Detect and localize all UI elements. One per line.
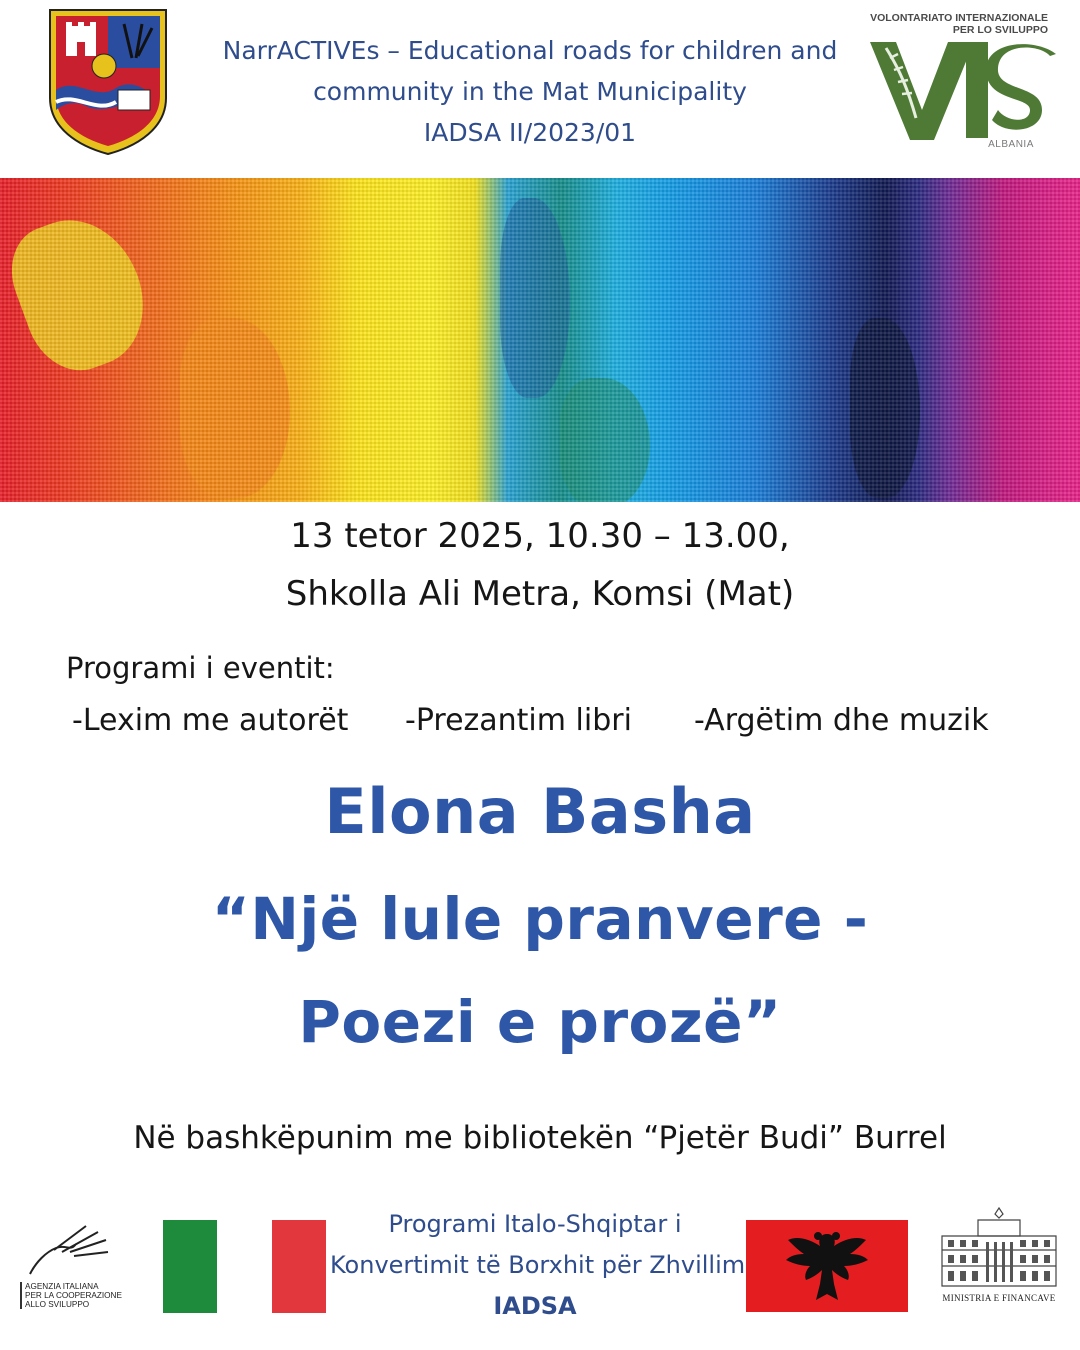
vis-org-line: VOLONTARIATO INTERNAZIONALE: [870, 12, 1048, 24]
ministry-of-finance-logo: [934, 1206, 1064, 1314]
footer-program-text: [330, 1204, 746, 1327]
aics-line: ALLO SVILUPPO: [25, 1300, 90, 1309]
project-title-line: community in the Mat Municipality: [313, 77, 747, 106]
italy-flag: [163, 1220, 326, 1313]
program-item: -Argëtim dhe muzik: [694, 703, 989, 738]
book-title-line: Poezi e prozë”: [298, 988, 782, 1056]
vis-albania-logo: [864, 8, 1056, 154]
aics-logo: [16, 1218, 126, 1314]
vis-org-line: PER LO SVILUPPO: [952, 24, 1048, 36]
paint-strokes-banner-image: [0, 178, 1080, 502]
collaboration-note: Në bashkëpunim me bibliotekën “Pjetër Budi” Burrel: [133, 1120, 947, 1156]
mat-municipality-crest-logo: [46, 6, 170, 156]
vis-org-name: [858, 12, 1048, 36]
program-item: -Lexim me autorët: [72, 703, 349, 738]
dove-icon: [26, 1222, 112, 1278]
footer-program-acronym: IADSA: [493, 1292, 577, 1320]
footer-program-line: Konvertimit të Borxhit për Zhvillim: [330, 1251, 746, 1279]
albania-flag: [746, 1220, 908, 1312]
event-date-time: 13 tetor 2025, 10.30 – 13.00,: [290, 516, 790, 556]
project-title-line: NarrACTIVEs – Educational roads for children and: [222, 36, 838, 65]
book-title-line: “Një lule pranvere -: [211, 885, 869, 953]
double-headed-eagle-icon: [746, 1220, 908, 1312]
ministry-name: MINISTRIA E FINANCAVE: [942, 1293, 1056, 1303]
footer-program-line: Programi Italo-Shqiptar i: [388, 1210, 682, 1238]
event-venue: Shkolla Ali Metra, Komsi (Mat): [285, 574, 795, 614]
author-name: Elona Basha: [324, 775, 756, 848]
government-building-icon: [938, 1206, 1060, 1290]
aics-line: AGENZIA ITALIANA: [25, 1282, 99, 1291]
project-title: [200, 30, 860, 153]
aics-text: [20, 1282, 129, 1309]
vis-country: ALBANIA: [988, 139, 1034, 150]
program-item: -Prezantim libri: [405, 703, 632, 738]
project-title-line: IADSA II/2023/01: [423, 118, 637, 147]
program-label: Programi i eventit:: [66, 651, 335, 685]
aics-line: PER LA COOPERAZIONE: [25, 1291, 122, 1300]
vis-wordmark-icon: [870, 40, 1056, 140]
